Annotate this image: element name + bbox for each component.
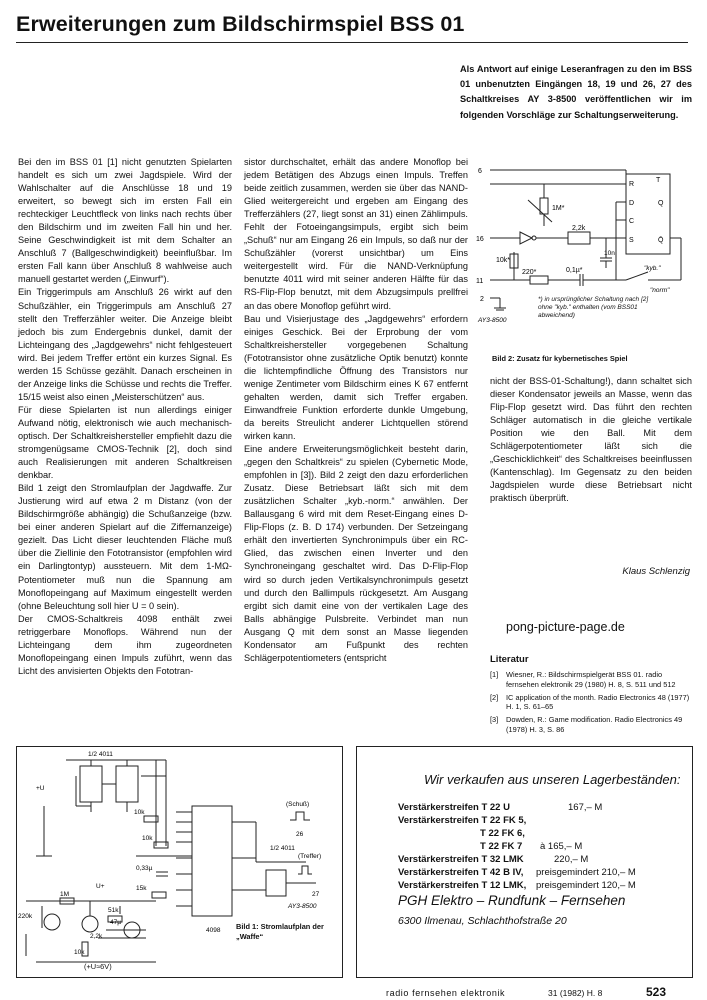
component-label: 220k <box>18 913 33 920</box>
gate-label: 1/2 4011 <box>88 751 113 758</box>
paragraph: Bild 1 zeigt den Stromlaufplan der Jagdwaffe. Zur Justierung wird auf etwa 2 m Distanz (von der Bildschirmgröße abhängig) die Schußanzeige (bzw. bei einer anderen Spielart auf die Ziffernanzeige) gezielt. Das Licht dieser leuchtenden Fläche muß über die Ziellinie den Fototransistor (empfohlen wird ein Darlingtontyp) aussteuern. Mit dem 1-MΩ-Potentiometer muß nun die Spannung am Monoflopeingang auf Maximum eingestellt werden (ohne Beleuchtung soll hier U = 0 sein). <box>18 483 232 611</box>
column-3 <box>490 375 692 505</box>
ic-label: 4098 <box>206 927 221 934</box>
component-label: 47µ <box>110 919 121 926</box>
paragraph: sistor durchschaltet, erhält das andere Monoflop bei jedem Betätigen des Abzugs einen Impuls. Treffen beide zeitlich zusammen, werden sie über das NAND-Glied weitergereicht und ergeben am Eingang des Trefferzählers (27, liegt sonst an 31) einen Zählimpuls. Fehlt der Fotoeingangsimpuls, ergibt sich beim „Schuß“ nur am Eingang 26 ein Impuls, so daß nur der Schußzähler (vorerst unsichtbar) um Eins weitergestellt wird. Für die NAND-Verknüpfung benutzte 4011 wird mit seiner anderen Hälfte für das RS-Flip-Flop benutzt, mit dem Abzugsimpuls prellfrei an das obere Monoflop geführt wird. <box>244 157 468 311</box>
paragraph: Bau und Visierjustage des „Jagdgewehrs“ erfordern einiges Geschick. Bei der Erprobung der vom Schaltkreishersteller vorgegebenen Schaltung (Fototransistor ohne zusätzliche Optik benutzt) konnte die lichtempfindliche Öffnung des Transistors nur wenige Zentimeter vom Bildschirm eines K 67 entfernt gehalten werden, damit sich Treffer ergaben. Einwandfreie Funktion erforderte dunkle Umgebung, da bereits Streulicht anderer Lichtquellen störend wirken kann. <box>244 313 468 441</box>
ad-item-name: Verstärkerstreifen T 32 LMK <box>398 854 524 865</box>
ad-item-name: Verstärkerstreifen T 12 LMK, <box>398 880 527 891</box>
component-label: 2,2k <box>572 225 586 232</box>
reference-item: [3] Dowden, R.: Game modification. Radio Electronics 49 (1978) H. 3, S. 86 <box>490 715 683 734</box>
output-label: (Schuß) <box>286 801 310 808</box>
literature-heading: Literatur <box>490 654 529 665</box>
component-label: 15k <box>136 885 147 892</box>
paragraph: Ein Triggerimpuls am Anschluß 26 wirkt auf den Schußzähler, ein Triggerimpuls am Anschluß 27 stellt den Trefferzähler weiter. Die Anzeige bleibt jedoch bis zum Endergebnis dunkel, damit der Lichteingang des „Jagdgewehrs“ nicht fehlgesteuert wird. Bei jedem Treffer ertönt ein kurzes Signal. Es werden 15 Schüsse gezählt. Danach erscheinen in der Anzeige links die Schüsse und rechts die Treffer. 15/15 weist also einen „Meisterschützen“ aus. <box>18 287 232 402</box>
pin-label: 16 <box>476 236 484 243</box>
chip-label: AY3-8500 <box>288 903 317 910</box>
pin-label: 27 <box>312 891 320 898</box>
component-label: 10k <box>74 949 85 956</box>
figure-2-schematic <box>476 162 692 350</box>
website-watermark: pong-picture-page.de <box>506 620 625 634</box>
component-label: 2,2k <box>90 933 103 940</box>
component-label: 1M <box>60 891 70 898</box>
figure-2-caption: Bild 2: Zusatz für kybernetisches Spiel <box>492 354 628 363</box>
journal-name: radio fernsehen elektronik <box>386 988 506 998</box>
gate-label: 1/2 4011 <box>270 845 295 852</box>
paragraph: Für diese Spielarten ist nun allerdings einiger Aufwand nötig, elektronisch wie auch mechanisch-optisch. Der Schaltkreishersteller empfiehlt dazu die stromgenügsame CMOS-Technik [2], doch sind auch Realisierungen mit anderen Schaltkreisen denkbar. <box>18 404 232 481</box>
intro-paragraph: Als Antwort auf einige Leseranfragen zu den im BSS 01 unbenutzten Eingängen 18, 19 und 26, 27 des Schaltkreises AY 3-8500 veröffentlichen wir im folgenden Vorschläge zur Schaltungserweiterung. <box>460 64 692 120</box>
figure-1-supply-note: (+U≈6V) <box>84 962 112 971</box>
component-label: 0,33µ <box>136 865 153 872</box>
ad-item-name: Verstärkerstreifen T 22 U <box>398 802 510 813</box>
component-label: 1M* <box>552 205 565 212</box>
ad-heading: Wir verkaufen aus unseren Lagerbeständen: <box>424 772 681 787</box>
paragraph: Bei den im BSS 01 [1] nicht genutzten Spielarten handelt es sich um zwei Jagdspiele. Wird der Wahlschalter auf die Anschlüsse 18 und 19 erweitert, so bewegt sich im ersten Fall ein rechteckiger Leuchtfleck von links nach rechts über den Bildschirm und im zweiten Fall hin und her. Seine Geschwindigkeit ist mit dem Schalter an Anschluß 7 (Ballgeschwindigkeit) beeinflußbar. Im ersten Fall kann über Anschluß 8 wahlweise auch manuell gestartet werden („Einwurf“). <box>18 157 232 285</box>
ad-item-name: Verstärkerstreifen T 42 B IV, <box>398 867 524 878</box>
figure-2-footnote: *) in ursprünglicher Schaltung nach [2] ohne "kyb." enthalten (vom BSS01 abweichend) <box>538 296 649 319</box>
chip-label: AY3-8500 <box>478 317 507 324</box>
pin-label: 26 <box>296 831 304 838</box>
supply-label: +U <box>36 785 45 792</box>
issue-info: 31 (1982) H. 8 <box>548 988 603 998</box>
reference-item: [2] IC application of the month. Radio Electronics 48 (1977) H. 1, S. 61–65 <box>490 692 690 712</box>
switch-label: "kyb." <box>644 265 661 272</box>
ad-item-price: preisgemindert 210,– M <box>536 867 636 878</box>
component-label: 10k <box>142 835 153 842</box>
ad-company: PGH Elektro – Rundfunk – Fernsehen <box>398 893 626 908</box>
literature-list <box>490 670 695 738</box>
component-label: 10n <box>604 250 615 257</box>
paragraph: Eine andere Erweiterungsmöglichkeit besteht darin, „gegen den Schaltkreis“ zu spielen (Cybernetic Mode, empfohlen in [3]). Bild 2 zeigt den dazu erforderlichen Zusatz. Diese Betriebsart läßt sich mit dem zusätzlichen Schalter „kyb.-norm.“ anwählen. Der Ballausgang 6 wird mit dem Reset-Eingang eines D-Flip-Flops (z. B. D 174) verbunden. Der Setzeingang erhält den invertierten Synchronimpuls über ein RC-Glied, das zwischen einen Inverter und den Synchroneingang geschaltet wird. Das D-Flip-Flop wird so durch jeden Vertikalsynchronimpuls gesetzt und durch den Ballimpuls rückgesetzt. Am Ausgang ergibt sich damit eine von der vertikalen Lage des Balls abhängige Pulsbreite. Verbindet man nun Ausgang Q mit dem sonst an Masse liegenden Kondensator am Fußpunkt des rechten Schlägerpotentiometers (entspricht <box>244 444 468 663</box>
component-label: 220* <box>522 269 537 276</box>
supply-label: U+ <box>96 883 105 890</box>
pin-label: Q <box>658 200 664 207</box>
ad-item-price: preisgemindert 120,– M <box>536 880 636 891</box>
column-1 <box>18 156 232 678</box>
pin-label: R <box>629 181 635 188</box>
pin-label: Q̄ <box>658 237 664 244</box>
paragraph: Der CMOS-Schaltkreis 4098 enthält zwei retriggerbare Monoflops. Während nun der Lichteingang dem ihm zugeordneten Monoflopeingang einen Impuls zuführt, wenn das Licht des anvisierten Objekts den Fototran- <box>18 613 232 676</box>
pin-label: T <box>656 177 661 184</box>
component-label: 0,1µ* <box>566 267 583 274</box>
switch-label: "norm" <box>650 287 670 294</box>
pin-label: 6 <box>478 168 482 175</box>
component-label: 51k <box>108 907 119 914</box>
paragraph: nicht der BSS-01-Schaltung!), dann schaltet sich dieser Kondensator jeweils an Masse, wenn das Flip-Flop gesetzt wird. Das führt den rechten Schläger automatisch in die gleiche vertikale Position wie den Ball. Mit dem Schlägerpotentiometer läßt sich die „Geschicklichkeit“ des Schaltkreises beeinflussen (Kantenschlag). Im Gegensatz zu den beiden Jagdspielen wurde diese Betriebsart nicht praktisch überprüft. <box>490 376 692 504</box>
article-title: Erweiterungen zum Bildschirmspiel BSS 01 <box>16 12 465 36</box>
reference-item: [1] Wiesner, R.: Bildschirmspielgerät BSS 01. radio fernsehen elektronik 29 (1980) H. 8, S. 511 und 512 <box>490 670 676 689</box>
pin-label: C <box>629 218 635 225</box>
ad-address: 6300 Ilmenau, Schlachthofstraße 20 <box>398 915 567 927</box>
pin-label: D <box>629 200 635 207</box>
figure-1-caption: Bild 1: Stromlaufplan der „Waffe“ <box>236 922 324 941</box>
pin-label: 11 <box>476 278 484 285</box>
pin-label: 2 <box>480 296 484 303</box>
page-number: 523 <box>646 985 667 999</box>
ad-item-price: 167,– M <box>568 802 603 813</box>
author: Klaus Schlenzig <box>622 566 690 577</box>
ad-item-name: T 22 FK 7 <box>480 841 523 852</box>
component-label: 10k* <box>496 257 511 264</box>
ad-item-name: T 22 FK 6, <box>480 828 525 839</box>
output-label: (Treffer) <box>298 853 322 860</box>
ad-item-name: Verstärkerstreifen T 22 FK 5, <box>398 815 527 826</box>
pin-label: S <box>629 237 634 244</box>
column-2 <box>244 156 468 665</box>
component-label: 10k <box>134 809 145 816</box>
title-rule <box>16 42 688 43</box>
ad-item-price: 220,– M <box>554 854 589 865</box>
ad-item-price: à 165,– M <box>540 841 583 852</box>
